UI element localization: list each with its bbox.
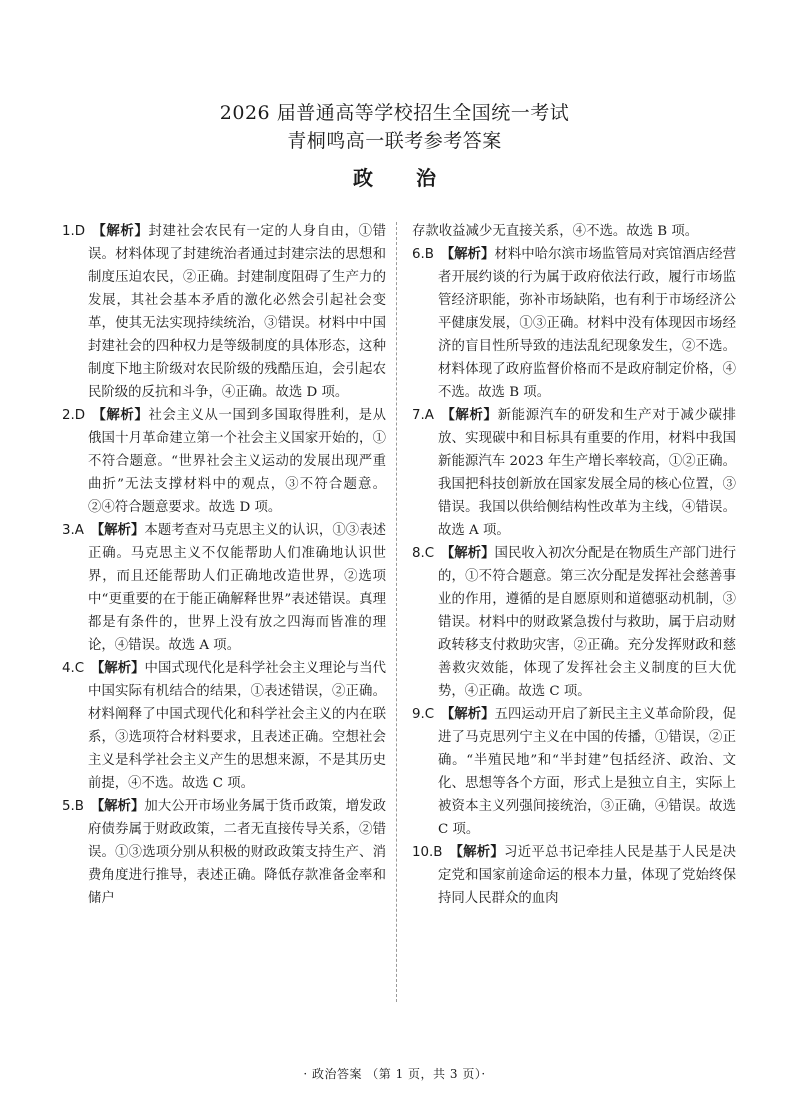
answer-item bbox=[412, 542, 736, 703]
answer-item bbox=[412, 404, 736, 542]
analysis-tag: 【解析】 bbox=[91, 224, 149, 239]
answer-item bbox=[62, 220, 386, 404]
answer-letter: B bbox=[74, 799, 84, 814]
answer-letter: C bbox=[74, 661, 85, 676]
analysis-tag: 【解析】 bbox=[440, 707, 495, 722]
analysis-tag: 【解析】 bbox=[440, 247, 495, 262]
analysis-text: 国民收入初次分配是在物质生产部门进行的，①不符合题意。第三次分配是发挥社会慈善事业的作用，遵循的是自愿原则和道德驱动机制，③错误。材料中的财政紧急拨付与救助，属于启动财政转移支付救助灾害，②正确。充分发挥财政和慈善救灾效能，体现了发挥社会主义制度的巨大优势，④正确。故选 C 项。 bbox=[438, 546, 736, 699]
answer-item bbox=[412, 220, 736, 243]
analysis-text: 封建社会农民有一定的人身自由，①错误。材料体现了封建统治者通过封建宗法的思想和制度压迫农民，②正确。封建制度阻碍了生产力的发展，其社会基本矛盾的激化必然会引起社会变革，使其无法实现持续统治，③错误。材料中中国封建社会的四种权力是等级制度的具体形态，这种制度下地主阶级对农民阶级的残酷压迫，会引起农民阶级的反抗和斗争，④正确。故选 D 项。 bbox=[88, 224, 386, 400]
analysis-text: 新能源汽车的研发和生产对于减少碳排放、实现碳中和目标具有重要的作用，材料中我国新能源汽车 2023 年生产增长率较高，①②正确。我国把科技创新放在国家发展全局的核心位置，③错误。我国以供给侧结构性改革为主线，④错误。故选 A 项。 bbox=[438, 408, 736, 538]
analysis-text: 本题考查对马克思主义的认识，①③表述正确。马克思主义不仅能帮助人们准确地认识世界，而且还能帮助人们正确地改造世界，②选项中“更重要的在于能正确解释世界”表述错误。真理都是有条件的，世界上没有放之四海而皆准的理论，④错误。故选 A 项。 bbox=[88, 523, 386, 653]
analysis-text: 社会主义从一国到多国取得胜利，是从俄国十月革命建立第一个社会主义国家开始的，①不符合题意。“世界社会主义运动的发展出现严重曲折”无法支撑材料中的观点，③不符合题意。②④符合题意要求。故选 D 项。 bbox=[88, 408, 386, 515]
analysis-text: 存款收益减少无直接关系，④不选。故选 B 项。 bbox=[412, 224, 699, 239]
answer-item bbox=[62, 795, 386, 910]
analysis-tag: 【解析】 bbox=[91, 408, 149, 423]
subject-title: 政 治 bbox=[353, 166, 454, 190]
answer-item bbox=[412, 841, 736, 910]
answer-item bbox=[62, 657, 386, 795]
answer-item bbox=[62, 519, 386, 657]
question-number: 4. bbox=[62, 661, 75, 676]
question-number: 5. bbox=[62, 799, 75, 814]
question-number: 2. bbox=[62, 408, 75, 423]
question-number: 6. bbox=[412, 247, 425, 262]
left-column bbox=[62, 220, 386, 1006]
answer-letter: C bbox=[424, 546, 435, 561]
answer-item bbox=[412, 243, 736, 404]
analysis-text: 中国式现代化是科学社会主义理论与当代中国实际有机结合的结果，①表述错误，②正确。材料阐释了中国式现代化和科学社会主义的内在联系，③选项符合材料要求，且表述正确。空想社会主义是科学社会主义产生的思想来源，不是其历史前提，④不选。故选 C 项。 bbox=[88, 661, 386, 791]
answer-letter: D bbox=[74, 408, 86, 423]
page-footer: · 政治答案 （第 1 页，共 3 页）· bbox=[303, 1067, 486, 1081]
answer-letter: A bbox=[424, 408, 434, 423]
answer-letter: A bbox=[74, 523, 84, 538]
analysis-tag: 【解析】 bbox=[90, 523, 145, 538]
answer-item bbox=[412, 703, 736, 841]
question-number: 1. bbox=[62, 224, 75, 239]
question-number: 8. bbox=[412, 546, 425, 561]
analysis-tag: 【解析】 bbox=[440, 408, 498, 423]
column-divider bbox=[396, 222, 397, 1002]
question-number: 10. bbox=[412, 845, 434, 860]
answer-item bbox=[62, 404, 386, 519]
answer-letter: B bbox=[433, 845, 443, 860]
exam-subtitle: 青桐鸣高一联考参考答案 bbox=[287, 130, 502, 152]
analysis-tag: 【解析】 bbox=[440, 546, 495, 561]
analysis-text: 习近平总书记牵挂人民是基于人民是决定党和国家前途命运的根本力量，体现了党始终保持同人民群众的血肉 bbox=[438, 845, 736, 906]
document-header bbox=[0, 100, 789, 192]
right-column bbox=[412, 220, 736, 1006]
question-number: 7. bbox=[412, 408, 425, 423]
analysis-text: 五四运动开启了新民主主义革命阶段，促进了马克思列宁主义在中国的传播，①错误，②正确。“半殖民地”和“半封建”包括经济、政治、文化、思想等各个方面，形式上是独立自主，实际上被资本主义列强间接统治，③正确，④错误。故选 C 项。 bbox=[438, 707, 736, 837]
question-number: 9. bbox=[412, 707, 425, 722]
analysis-tag: 【解析】 bbox=[90, 799, 145, 814]
question-number: 3. bbox=[62, 523, 75, 538]
answer-letter: B bbox=[424, 247, 434, 262]
analysis-text: 加大公开市场业务属于货币政策，增发政府债券属于财政政策，二者无直接传导关系，②错误。①③选项分别从积极的财政政策支持生产、消费角度进行推导，表述正确。降低存款准备金率和储户 bbox=[88, 799, 386, 906]
answer-letter: D bbox=[74, 224, 86, 239]
analysis-tag: 【解析】 bbox=[90, 661, 145, 676]
answer-letter: C bbox=[424, 707, 435, 722]
analysis-tag: 【解析】 bbox=[449, 845, 505, 860]
exam-title: 2026 届普通高等学校招生全国统一考试 bbox=[219, 102, 570, 124]
analysis-text: 材料中哈尔滨市场监管局对宾馆酒店经营者开展约谈的行为属于政府依法行政，履行市场监管经济职能，弥补市场缺陷，也有利于市场经济公平健康发展，①③正确。材料中没有体现因市场经济的盲目性所导致的违法乱纪现象发生，②不选。材料体现了政府监督价格而不是政府制定价格，④不选。故选 B 项。 bbox=[438, 247, 736, 400]
